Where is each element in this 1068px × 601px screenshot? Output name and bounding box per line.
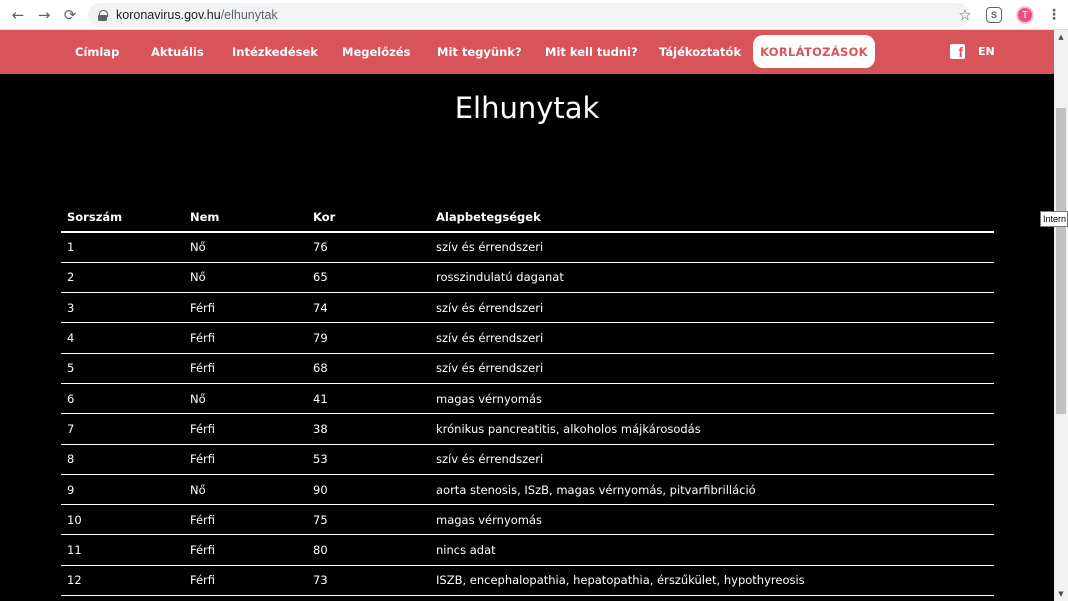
cell-nem: Férfi <box>184 414 307 444</box>
cell-nem: Nő <box>184 232 307 262</box>
cell-kor: 73 <box>307 565 430 595</box>
cell-sorszam: 8 <box>61 444 184 474</box>
url-path: /elhunytak <box>220 8 278 22</box>
cell-sorszam: 9 <box>61 474 184 504</box>
cell-kor: 76 <box>307 232 430 262</box>
cell-sorszam: 7 <box>61 414 184 444</box>
cell-sorszam: 1 <box>61 232 184 262</box>
nav-item-intezkedesek[interactable]: Intézkedések <box>232 45 318 59</box>
cell-sorszam: 12 <box>61 565 184 595</box>
cell-kor: 75 <box>307 505 430 535</box>
table-row <box>61 565 994 595</box>
table-row <box>61 262 994 292</box>
nav-item-megelozes[interactable]: Megelőzés <box>342 45 411 59</box>
cell-nem: Nő <box>184 474 307 504</box>
scroll-down-icon[interactable]: ▼ <box>1058 590 1064 598</box>
main-content <box>0 74 1054 601</box>
tooltip: Intern <box>1040 211 1068 227</box>
page-scrollbar[interactable] <box>1054 30 1068 601</box>
nav-item-aktualis[interactable]: Aktuális <box>151 45 204 59</box>
url-domain: koronavirus.gov.hu <box>116 8 221 22</box>
language-switch-en[interactable]: EN <box>978 45 995 58</box>
table-row <box>61 444 994 474</box>
cell-alapbetegsegek: szív és érrendszeri <box>430 323 994 353</box>
browser-toolbar <box>0 0 1068 30</box>
cell-nem: Férfi <box>184 353 307 383</box>
lock-icon <box>98 10 107 21</box>
table-row <box>61 293 994 323</box>
site-navigation <box>0 30 1054 74</box>
cell-kor: 90 <box>307 474 430 504</box>
reload-icon[interactable]: ⟳ <box>63 5 77 24</box>
cell-kor: 80 <box>307 535 430 565</box>
cell-sorszam: 4 <box>61 323 184 353</box>
page-title: Elhunytak <box>454 91 600 125</box>
cell-sorszam: 11 <box>61 535 184 565</box>
cell-kor: 68 <box>307 353 430 383</box>
browser-actions <box>954 0 1068 30</box>
deceased-table <box>61 203 994 596</box>
cell-sorszam: 6 <box>61 383 184 413</box>
nav-item-mit-tegyunk[interactable]: Mit tegyünk? <box>437 45 522 59</box>
nav-item-mit-kell-tudni[interactable]: Mit kell tudni? <box>545 45 638 59</box>
cell-alapbetegsegek: rosszindulatú daganat <box>430 262 994 292</box>
cell-alapbetegsegek: nincs adat <box>430 535 994 565</box>
cell-sorszam: 10 <box>61 505 184 535</box>
cell-nem: Férfi <box>184 323 307 353</box>
nav-item-tajekoztatok[interactable]: Tájékoztatók <box>659 45 742 59</box>
cell-sorszam: 3 <box>61 293 184 323</box>
bookmark-star-icon[interactable]: ☆ <box>958 6 972 24</box>
cell-kor: 74 <box>307 293 430 323</box>
cell-nem: Férfi <box>184 293 307 323</box>
cell-nem: Nő <box>184 383 307 413</box>
cell-alapbetegsegek: krónikus pancreatitis, alkoholos májkárosodás <box>430 414 994 444</box>
table-row <box>61 232 994 262</box>
cell-kor: 41 <box>307 383 430 413</box>
table-body <box>61 232 994 596</box>
scroll-up-icon[interactable]: ▲ <box>1058 33 1064 41</box>
table-row <box>61 323 994 353</box>
column-header-alapbetegsegek: Alapbetegségek <box>430 203 994 232</box>
nav-item-cimlap[interactable]: Címlap <box>75 45 120 59</box>
table-header-row <box>61 203 994 232</box>
cell-kor: 38 <box>307 414 430 444</box>
cell-alapbetegsegek: aorta stenosis, ISzB, magas vérnyomás, pitvarfibrilláció <box>430 474 994 504</box>
profile-avatar[interactable]: T <box>1016 6 1034 24</box>
column-header-kor: Kor <box>307 203 430 232</box>
forward-icon[interactable]: → <box>37 5 51 24</box>
cell-sorszam: 5 <box>61 353 184 383</box>
scrollbar-thumb[interactable] <box>1056 108 1066 414</box>
column-header-nem: Nem <box>184 203 307 232</box>
address-bar[interactable] <box>88 3 970 27</box>
browser-menu-icon[interactable]: ⋮ <box>1047 7 1061 23</box>
extension-icon[interactable]: S <box>986 7 1002 23</box>
restrictions-button[interactable]: KORLÁTOZÁSOK <box>753 35 875 68</box>
table-row <box>61 505 994 535</box>
cell-alapbetegsegek: magas vérnyomás <box>430 505 994 535</box>
cell-kor: 53 <box>307 444 430 474</box>
table-row <box>61 383 994 413</box>
column-header-sorszam: Sorszám <box>61 203 184 232</box>
cell-alapbetegsegek: szív és érrendszeri <box>430 444 994 474</box>
cell-alapbetegsegek: magas vérnyomás <box>430 383 994 413</box>
url-text[interactable] <box>116 8 278 22</box>
cell-alapbetegsegek: szív és érrendszeri <box>430 293 994 323</box>
table-row <box>61 474 994 504</box>
cell-kor: 79 <box>307 323 430 353</box>
cell-alapbetegsegek: ISZB, encephalopathia, hepatopathia, érszűkület, hypothyreosis <box>430 565 994 595</box>
table-row <box>61 535 994 565</box>
cell-nem: Nő <box>184 262 307 292</box>
cell-nem: Férfi <box>184 565 307 595</box>
cell-kor: 65 <box>307 262 430 292</box>
facebook-icon[interactable]: f <box>950 44 965 59</box>
cell-alapbetegsegek: szív és érrendszeri <box>430 232 994 262</box>
cell-alapbetegsegek: szív és érrendszeri <box>430 353 994 383</box>
cell-nem: Férfi <box>184 505 307 535</box>
table-row <box>61 353 994 383</box>
cell-nem: Férfi <box>184 444 307 474</box>
back-icon[interactable]: ← <box>11 5 25 24</box>
table-row <box>61 414 994 444</box>
cell-sorszam: 2 <box>61 262 184 292</box>
cell-nem: Férfi <box>184 535 307 565</box>
